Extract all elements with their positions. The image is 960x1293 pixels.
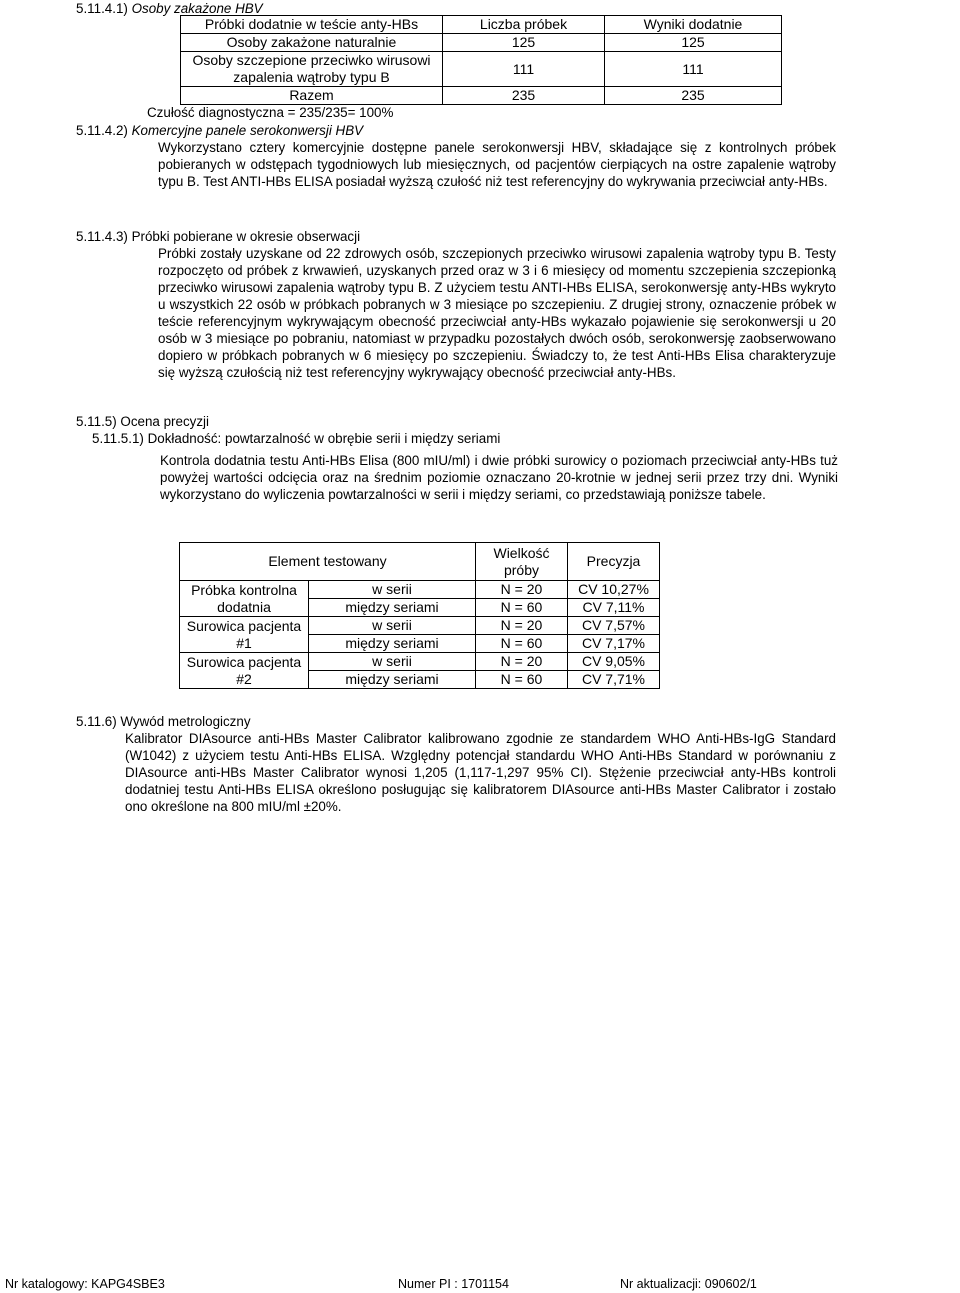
table-cell: między seriami	[309, 671, 476, 689]
section-body-5-11-4-2: Wykorzystano cztery komercyjnie dostępne panele serokonwersji HBV, składające się z kontrolnych próbek pobieranych w odstępach tygodniowych lub miesięcznych, od pacjentów cierpiących na ostre zapalenie wątroby typu B. Test ANTI-HBs ELISA posiadał wyższą czułość niż test referencyjny do wykrywania przeciwciał anty-HBs.	[158, 140, 836, 189]
footer-pi-number: Numer PI : 1701154	[398, 1277, 509, 1291]
section-heading-5-11-6: 5.11.6) Wywód metrologiczny	[76, 714, 251, 729]
table-row	[181, 52, 782, 87]
sensitivity-line: Czułość diagnostyczna = 235/235= 100%	[147, 105, 394, 120]
table-cell: CV 7,17%	[568, 635, 660, 653]
table-group-label: Próbka kontrolna dodatnia	[180, 581, 309, 617]
section-body-5-11-5-1: Kontrola dodatnia testu Anti-HBs Elisa (800 mIU/ml) i dwie próbki surowicy o poziomach przeciwciał anty-HBs tuż powyżej wartości odcięcia oraz na średnim poziomie oznaczano 20-krotnie w jednej serii przez trzy dni. Wyniki wykorzystano do wyliczenia powtarzalności w serii i między seriami, co przedstawiają poniższe tabele.	[160, 453, 838, 502]
table-cell: CV 10,27%	[568, 581, 660, 599]
table-cell: CV 9,05%	[568, 653, 660, 671]
section-heading-5-11-5: 5.11.5) Ocena precyzji	[76, 414, 209, 429]
section-body-5-11-6: Kalibrator DIAsource anti-HBs Master Calibrator kalibrowano zgodnie ze standardem WHO Anti-HBs-IgG Standard (W1042) z użyciem testu Anti-HBs ELISA. Względny potencjał standardu WHO Anti-HBs Standard w porównaniu z DIAsource anti-HBs Master Calibrator wynosi 1,205 (1,117-1,297 95% CI). Stężenie przeciwciał anty-HBs kontroli dodatniej testu Anti-HBs ELISA określono posługując się kalibratorem DIAsource anti-HBs Master Calibrator i zostało ono określone na 800 mIU/ml ±20%.	[125, 731, 836, 814]
table-cell: 125	[605, 34, 782, 52]
table-cell: N = 20	[476, 581, 568, 599]
section-title: Osoby zakażone HBV	[131, 1, 263, 16]
table-row	[181, 87, 782, 105]
section-number: 5.11.4.1)	[76, 1, 128, 16]
footer-catalog-number: Nr katalogowy: KAPG4SBE3	[5, 1277, 165, 1291]
table-cell: CV 7,71%	[568, 671, 660, 689]
table-cell: 111	[605, 52, 782, 87]
table-cell: Razem	[181, 87, 443, 105]
table-header-row	[181, 16, 782, 34]
positive-samples-table	[180, 15, 782, 105]
table-cell: 125	[443, 34, 605, 52]
table-cell: 111	[443, 52, 605, 87]
section-body-5-11-4-3: Próbki zostały uzyskane od 22 zdrowych osób, szczepionych przeciwko wirusowi zapalenia wątroby typu B. Testy rozpoczęto od próbek z krwawień, uzyskanych przed oraz w 3 i 6 miesięcy od momentu szczepienia szczepionką przeciwko wirusowi zapalenia wątroby typu B. Z użyciem testu ANTI-HBs ELISA, serokonwersję anty-HBs wykryto u wszystkich 22 osób w próbkach pobranych w 3 miesiące po szczepieniu. Z drugiej strony, oznaczenie próbek w teście referencyjnym wykrywającym obecność przeciwciał anty-HBs wykazało pojawienie się serokonwersji u 20 osób w 3 miesiące po pobraniu, natomiast w przypadku pozostałych dwóch osób, serokonwersję zaobserwowano dopiero w próbkach pobranych w 6 miesięcy po szczepieniu. Świadczy to, że test Anti-HBs Elisa charakteryzuje się wyższą czułością niż test referencyjny wykrywający obecność przeciwciał anty-HBs.	[158, 246, 836, 380]
table-row	[180, 581, 660, 599]
table-cell: między seriami	[309, 599, 476, 617]
table-header-row	[180, 543, 660, 581]
table-header-cell: Precyzja	[568, 543, 660, 581]
table-cell: 235	[443, 87, 605, 105]
table-cell: w serii	[309, 653, 476, 671]
table-cell: N = 20	[476, 617, 568, 635]
footer-update-number: Nr aktualizacji: 090602/1	[620, 1277, 757, 1291]
table-cell: CV 7,11%	[568, 599, 660, 617]
table-cell: 235	[605, 87, 782, 105]
table-cell: w serii	[309, 617, 476, 635]
precision-table	[179, 542, 660, 689]
table-cell: Osoby szczepione przeciwko wirusowi zapalenia wątroby typu B	[181, 52, 443, 87]
table-cell: N = 20	[476, 653, 568, 671]
table-row	[181, 34, 782, 52]
table-header-cell: Próbki dodatnie w teście anty-HBs	[181, 16, 443, 34]
table-header-cell: Wielkość próby	[476, 543, 568, 581]
table-cell: N = 60	[476, 635, 568, 653]
table-cell: Osoby zakażone naturalnie	[181, 34, 443, 52]
table-row	[180, 653, 660, 671]
table-header-cell: Wyniki dodatnie	[605, 16, 782, 34]
table-row	[180, 617, 660, 635]
table-group-label: Surowica pacjenta #1	[180, 617, 309, 653]
subsection-heading-5-11-5-1: 5.11.5.1) Dokładność: powtarzalność w obrębie serii i między seriami	[92, 431, 501, 446]
table-cell: N = 60	[476, 671, 568, 689]
table-cell: CV 7,57%	[568, 617, 660, 635]
table-group-label: Surowica pacjenta #2	[180, 653, 309, 689]
table-cell: N = 60	[476, 599, 568, 617]
table-cell: między seriami	[309, 635, 476, 653]
table-header-cell: Liczba próbek	[443, 16, 605, 34]
section-number: 5.11.4.2)	[76, 123, 128, 138]
table-header-cell: Element testowany	[180, 543, 476, 581]
table-cell: w serii	[309, 581, 476, 599]
section-heading-5-11-4-2	[76, 122, 363, 139]
section-heading-5-11-4-3: 5.11.4.3) Próbki pobierane w okresie obserwacji	[76, 229, 361, 244]
section-title: Komercyjne panele serokonwersji HBV	[131, 123, 364, 138]
